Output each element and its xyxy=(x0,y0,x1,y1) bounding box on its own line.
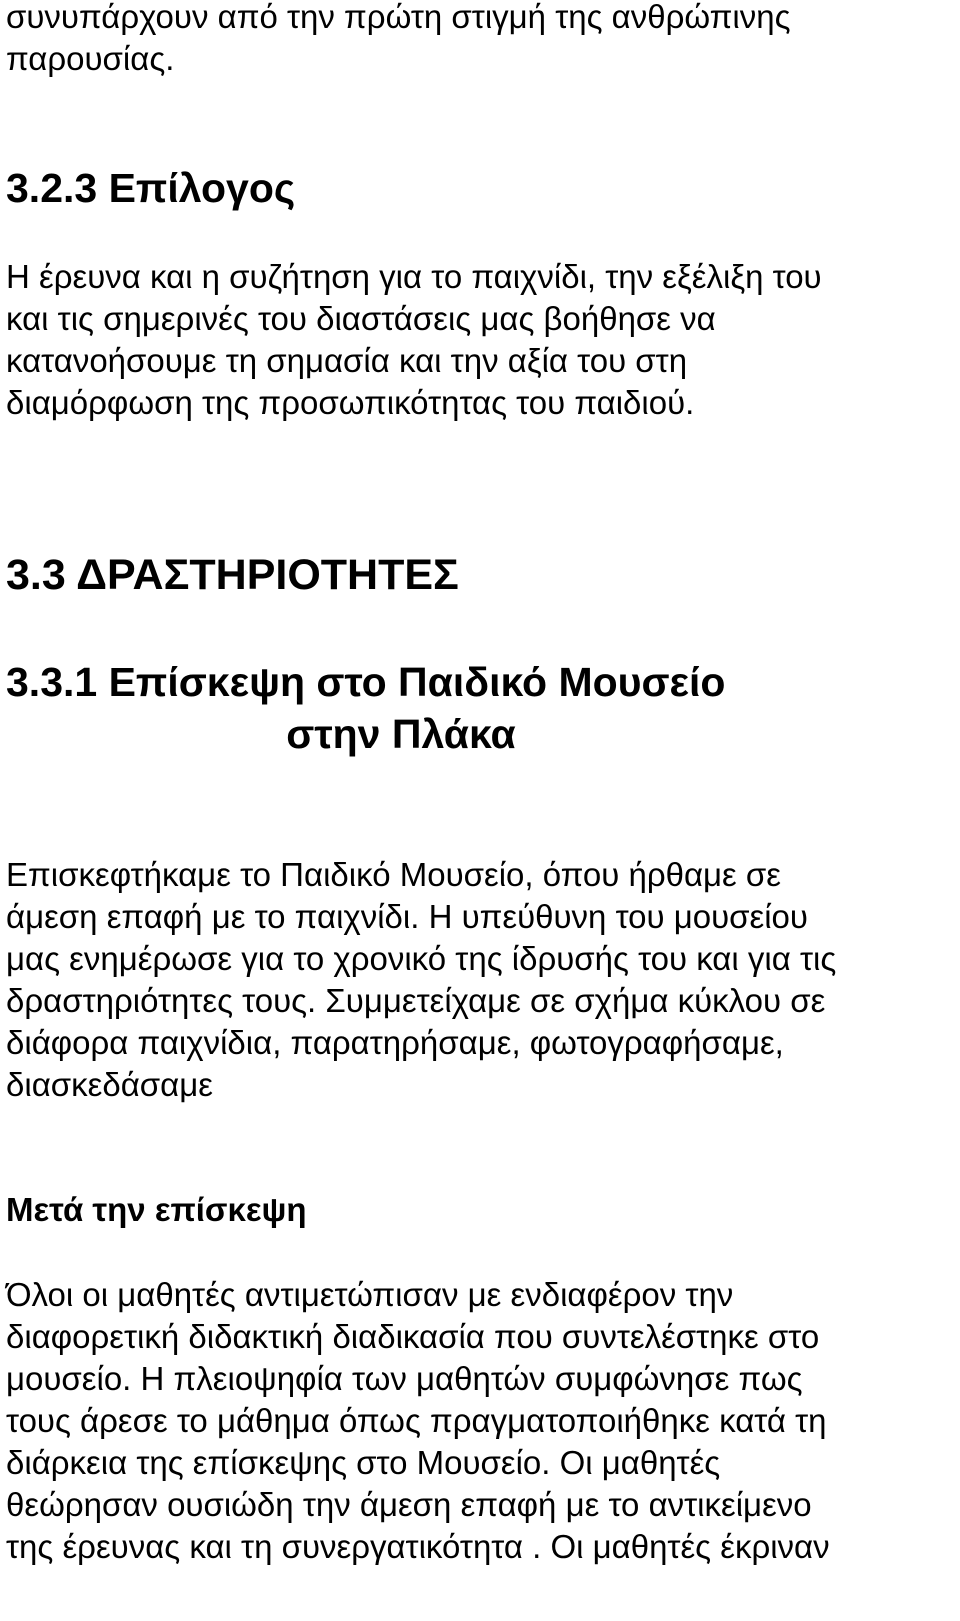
visit-line-3: μας ενημέρωσε για το χρονικό της ίδρυσής του και για τις xyxy=(6,940,837,977)
after-line-1: Όλοι οι μαθητές αντιμετώπισαν με ενδιαφέρον την xyxy=(6,1276,734,1313)
after-line-4: τους άρεσε το μάθημα όπως πραγματοποιήθηκε κατά τη xyxy=(6,1402,827,1439)
after-line-6: θεώρησαν ουσιώδη την άμεση επαφή με το αντικείμενο xyxy=(6,1486,812,1523)
after-line-7: της έρευνας και τη συνεργατικότητα . Οι μαθητές έκριναν xyxy=(6,1528,830,1565)
document-page xyxy=(6,0,954,1621)
visit-line-1: Επισκεφτήκαμε το Παιδικό Μουσείο, όπου ήρθαμε σε xyxy=(6,856,782,893)
epilogue-line-4: διαμόρφωση της προσωπικότητας του παιδιού. xyxy=(6,384,695,421)
intro-line-2: παρουσίας. xyxy=(6,40,175,77)
heading-3-2-3: 3.2.3 Επίλογος xyxy=(6,165,296,211)
heading-after-visit: Μετά την επίσκεψη xyxy=(6,1191,307,1228)
intro-line-1: συνυπάρχουν από την πρώτη στιγμή της ανθρώπινης xyxy=(6,0,791,35)
heading-3-3: 3.3 ΔΡΑΣΤΗΡΙΟΤΗΤΕΣ xyxy=(6,551,459,599)
epilogue-line-3: κατανοήσουμε τη σημασία και την αξία του στη xyxy=(6,342,688,379)
visit-line-2: άμεση επαφή με το παιχνίδι. Η υπεύθυνη του μουσείου xyxy=(6,898,808,935)
after-line-3: μουσείο. Η πλειοψηφία των μαθητών συμφώνησε πως xyxy=(6,1360,803,1397)
heading-3-3-1-line-2: στην Πλάκα xyxy=(286,711,516,757)
epilogue-line-2: και τις σημερινές του διαστάσεις μας βοήθησε να xyxy=(6,300,716,337)
after-line-5: διάρκεια της επίσκεψης στο Μουσείο. Οι μαθητές xyxy=(6,1444,721,1481)
visit-line-4: δραστηριότητες τους. Συμμετείχαμε σε σχήμα κύκλου σε xyxy=(6,982,826,1019)
heading-3-3-1-line-1: 3.3.1 Επίσκεψη στο Παιδικό Μουσείο xyxy=(6,659,726,705)
after-line-2: διαφορετική διδακτική διαδικασία που συντελέστηκε στο xyxy=(6,1318,820,1355)
visit-line-5: διάφορα παιχνίδια, παρατηρήσαμε, φωτογραφήσαμε, xyxy=(6,1024,784,1061)
visit-line-6: διασκεδάσαμε xyxy=(6,1066,213,1103)
epilogue-line-1: Η έρευνα και η συζήτηση για το παιχνίδι, την εξέλιξη του xyxy=(6,258,822,295)
